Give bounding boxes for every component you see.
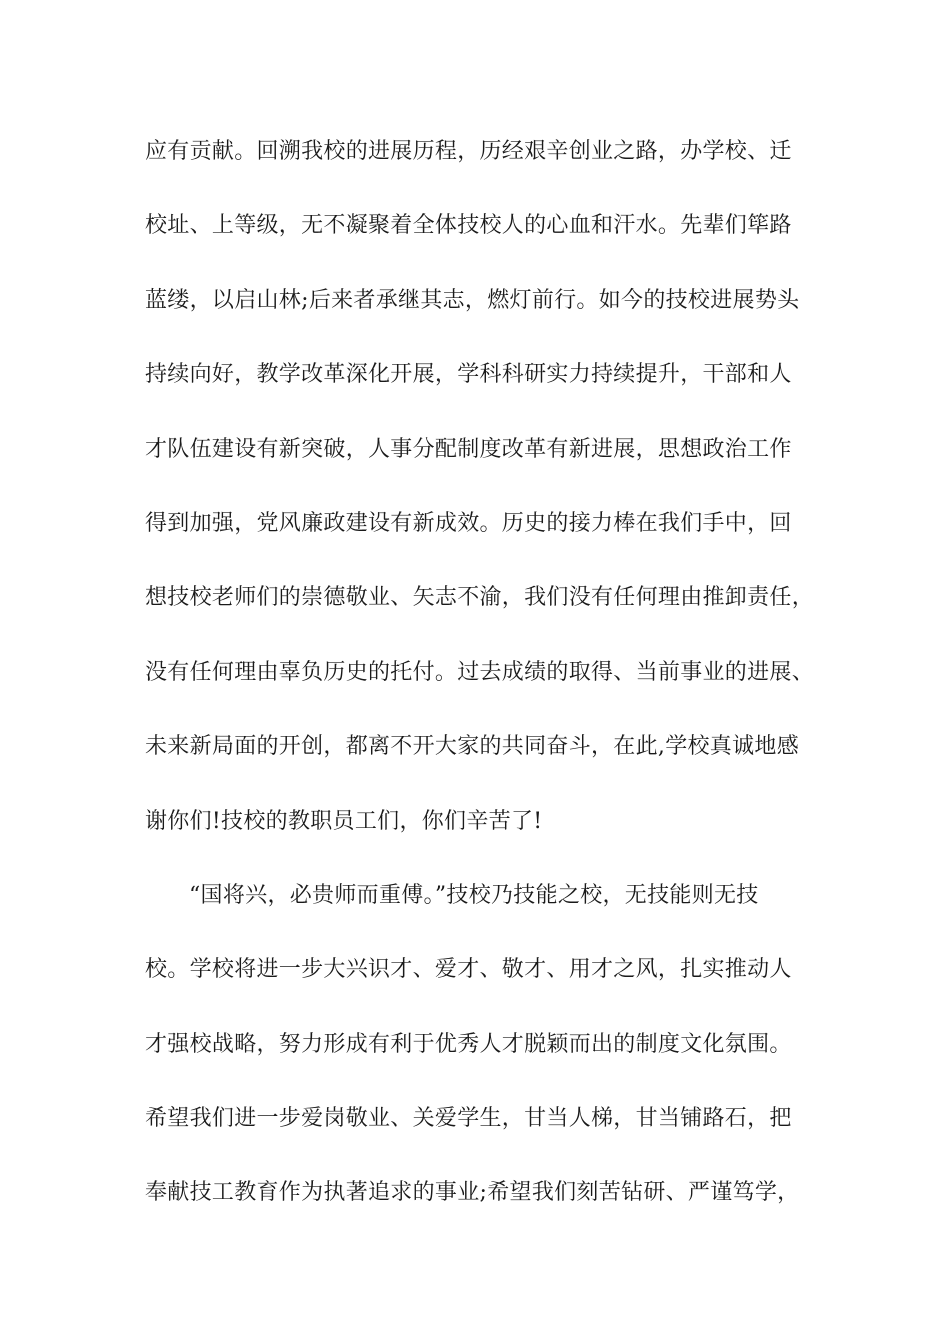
text-line: 校址、上等级，无不凝聚着全体技校人的心血和汗水。先辈们筚路: [145, 213, 792, 239]
text-line: 谢你们!技校的教职员工们，你们辛苦了!: [145, 808, 543, 834]
text-line: 才队伍建设有新突破，人事分配制度改革有新进展，思想政治工作: [145, 436, 792, 462]
text-line: 蓝缕，以启山林;后来者承继其志，燃灯前行。如今的技校进展势头: [145, 287, 800, 313]
body-text: [145, 130, 835, 1246]
text-line: 才强校战略，努力形成有利于优秀人才脱颖而出的制度文化氛围。: [145, 1031, 792, 1057]
text-line: 未来新局面的开创，都离不开大家的共同奋斗，在此,学校真诚地感: [145, 734, 799, 760]
text-line: 没有任何理由辜负历史的托付。过去成绩的取得、当前事业的进展、: [145, 659, 815, 685]
text-line: 校。学校将进一步大兴识才、爱才、敬才、用才之风，扎实推动人: [145, 957, 792, 983]
text-line: 得到加强，党风廉政建设有新成效。历史的接力棒在我们手中，回: [145, 510, 792, 536]
text-line: 持续向好，教学改革深化开展，学科科研实力持续提升，干部和人: [145, 362, 792, 388]
text-line: 奉献技工教育作为执著追求的事业;希望我们刻苦钻研、严谨笃学，: [145, 1180, 800, 1206]
text-line: 希望我们进一步爱岗敬业、关爱学生，甘当人梯，甘当铺路石，把: [145, 1106, 792, 1132]
text-line: 想技校老师们的崇德敬业、矢志不渝，我们没有任何理由推卸责任，: [145, 585, 815, 611]
text-line: 应有贡献。回溯我校的进展历程，历经艰辛创业之路，办学校、迁: [145, 139, 792, 164]
paragraph-start-line: “国将兴，必贵师而重傅。”技校乃技能之校，无技能则无技: [189, 882, 759, 908]
